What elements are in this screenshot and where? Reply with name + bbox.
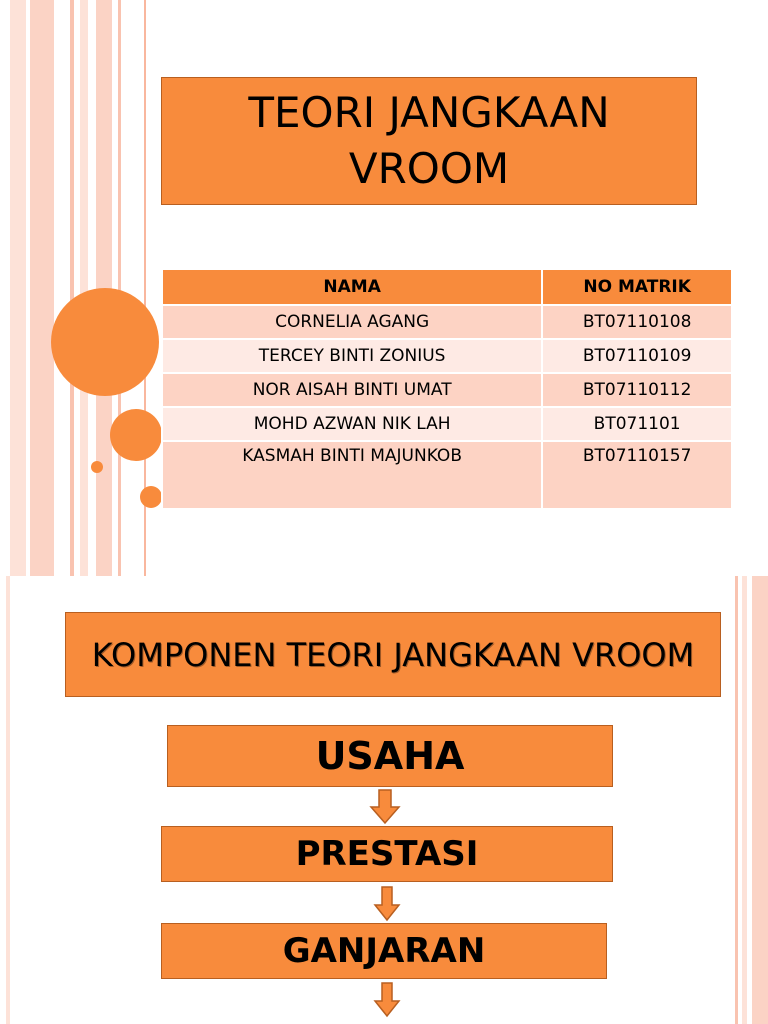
decorative-stripe (752, 576, 768, 1024)
down-arrow-icon (373, 886, 401, 922)
decorative-stripe (6, 576, 10, 1024)
decorative-stripe (10, 0, 26, 576)
decorative-stripe (735, 576, 738, 1024)
table-header-row (162, 269, 732, 305)
flow-step-prestasi (161, 826, 613, 882)
matrik-cell: BT071101 (542, 407, 732, 441)
flow-step-label: PRESTASI (295, 834, 479, 874)
decorative-stripe (80, 0, 88, 576)
decorative-stripe (742, 576, 747, 1024)
flow-step-ganjaran (161, 923, 607, 979)
matrik-cell: BT07110108 (542, 305, 732, 339)
slide-title (161, 77, 697, 205)
decorative-stripe (70, 0, 74, 576)
flow-step-label: GANJARAN (282, 931, 486, 971)
name-cell: CORNELIA AGANG (162, 305, 542, 339)
flow-step-usaha (167, 725, 613, 787)
table-row (162, 339, 732, 373)
table-row (162, 407, 732, 441)
table-row (162, 441, 732, 509)
down-arrow-icon (369, 789, 401, 825)
slide-title-text: TEORI JANGKAAN VROOM (248, 88, 610, 193)
members-table (161, 268, 733, 510)
down-arrow-icon (373, 982, 401, 1018)
decorative-circle-large (51, 288, 159, 396)
column-header-nama: NAMA (162, 269, 542, 305)
name-cell: NOR AISAH BINTI UMAT (162, 373, 542, 407)
decorative-circle-medium (110, 409, 162, 461)
decorative-stripe (30, 0, 54, 576)
decorative-circle-small (140, 486, 162, 508)
table-row (162, 373, 732, 407)
name-cell: KASMAH BINTI MAJUNKOB (162, 441, 542, 509)
name-cell: TERCEY BINTI ZONIUS (162, 339, 542, 373)
flow-step-label: USAHA (315, 734, 465, 778)
slide-title-text: KOMPONEN TEORI JANGKAAN VROOM (91, 635, 695, 674)
matrik-cell: BT07110112 (542, 373, 732, 407)
decorative-stripe (118, 0, 121, 576)
matrik-cell: BT07110109 (542, 339, 732, 373)
decorative-circle-small (91, 461, 103, 473)
table-row (162, 305, 732, 339)
column-header-no-matrik: NO MATRIK (542, 269, 732, 305)
slide-2 (0, 576, 768, 1024)
slide-title (65, 612, 721, 697)
matrik-cell: BT07110157 (542, 441, 732, 509)
name-cell: MOHD AZWAN NIK LAH (162, 407, 542, 441)
